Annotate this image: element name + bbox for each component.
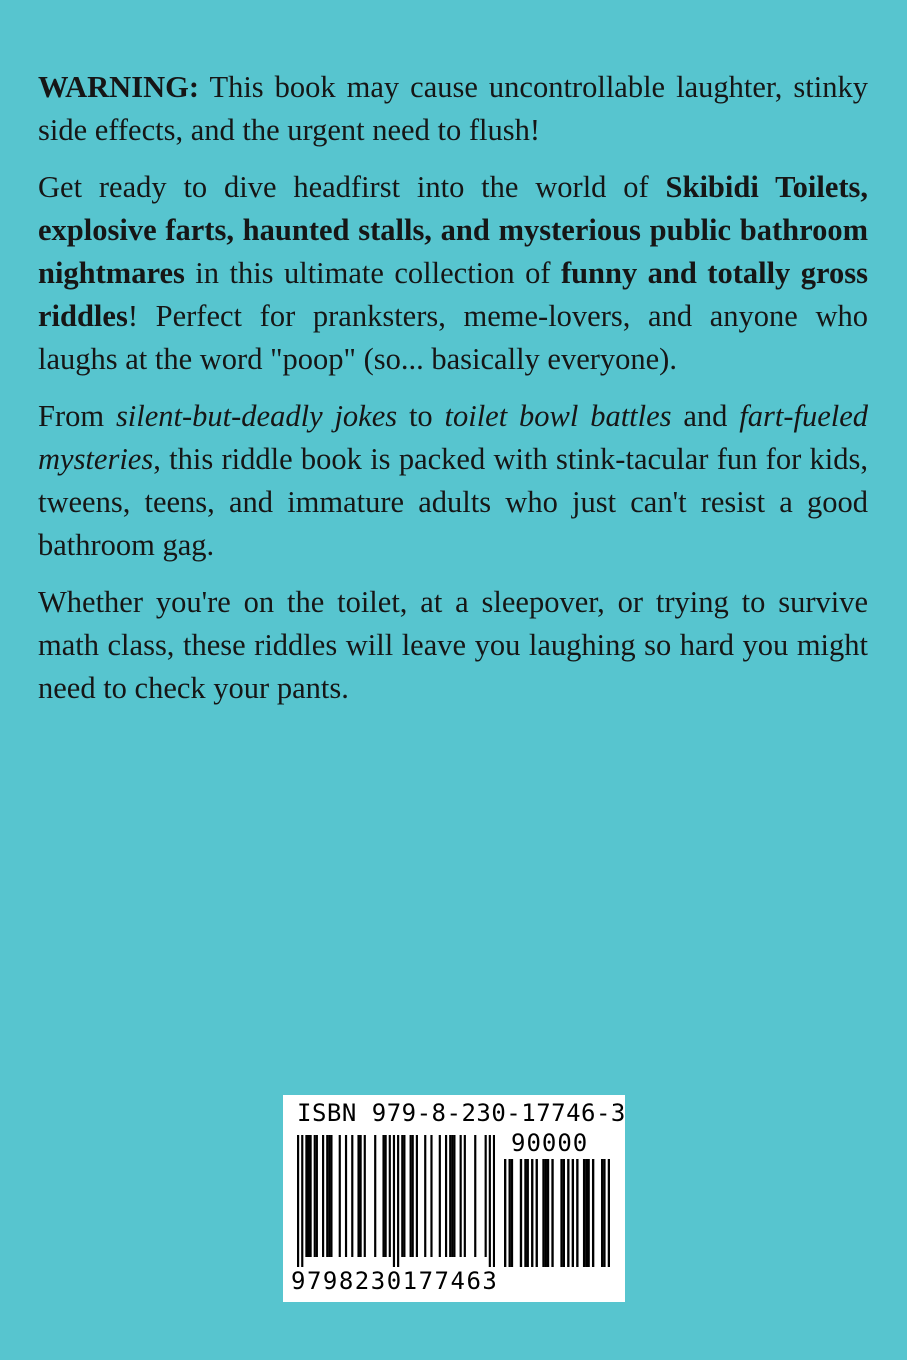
barcode-bar (326, 1135, 328, 1257)
addon-bar (527, 1159, 529, 1267)
addon-bar (585, 1159, 587, 1267)
addon-bar (560, 1159, 562, 1267)
intro-text-1: Get ready to dive headfirst into the world of (38, 170, 666, 204)
barcode-bar (389, 1135, 391, 1257)
barcode-bar (424, 1135, 426, 1257)
isbn-label: ISBN 979-8-230-17746-3 (297, 1099, 626, 1127)
addon-bar (542, 1159, 544, 1267)
intro-bold-2: funny and totally gross riddles (38, 256, 868, 333)
intro-text-3: ! Perfect for pranksters, meme-lovers, and anyone who laughs at the word "poop" (so... basically everyone). (38, 299, 868, 376)
ean-barcode-icon (297, 1135, 495, 1267)
barcode-bar (382, 1135, 384, 1257)
barcode-bar (307, 1135, 309, 1257)
contents-italic-3: fart-fueled mysteries (38, 399, 868, 476)
addon-bar (551, 1159, 553, 1267)
barcode-bar (330, 1135, 332, 1257)
barcode-bar (489, 1135, 491, 1267)
warning-paragraph (38, 66, 868, 152)
addon-bar (547, 1159, 549, 1267)
barcode-bar (401, 1135, 403, 1257)
barcode-bar (385, 1135, 387, 1257)
addon-bar (511, 1159, 513, 1267)
barcode-bar (357, 1135, 359, 1257)
warning-label: WARNING: (38, 70, 199, 104)
addon-bar (545, 1159, 547, 1267)
addon-bar (592, 1159, 594, 1267)
barcode-bar (453, 1135, 455, 1257)
intro-paragraph (38, 166, 868, 381)
barcode-bar (493, 1135, 495, 1267)
barcode-bar (449, 1135, 451, 1257)
addon-bar (563, 1159, 565, 1267)
barcode-bar (310, 1135, 312, 1257)
addon-bar (504, 1159, 506, 1267)
addon-bar (572, 1159, 574, 1267)
contents-text-4: , this riddle book is packed with stink-tacular fun for kids, tweens, teens, and immature adults who just can't resist a good bathroom gag. (38, 442, 868, 562)
barcode-bar (474, 1135, 476, 1257)
addon-bar (601, 1159, 603, 1267)
barcode-bar (464, 1135, 466, 1257)
barcode-bar (328, 1135, 330, 1257)
barcode-bar (305, 1135, 307, 1257)
closing-text: Whether you're on the toilet, at a sleepover, or trying to survive math class, these riddles will leave you laughing so hard you might need to check your pants. (38, 585, 868, 705)
intro-text-2: in this ultimate collection of (184, 256, 561, 290)
contents-text-2: to (397, 399, 445, 433)
addon-bar (509, 1159, 511, 1267)
addon-bar (603, 1159, 605, 1267)
barcode-bar (445, 1135, 447, 1257)
addon-bar (608, 1159, 610, 1267)
isbn-barcode (283, 1095, 625, 1302)
addon-bar (524, 1159, 526, 1267)
barcode-bar (301, 1135, 303, 1267)
addon-barcode-icon (504, 1159, 610, 1267)
barcode-bar (403, 1135, 405, 1257)
contents-italic-1: silent-but-deadly jokes (115, 399, 398, 433)
barcode-bar (451, 1135, 453, 1257)
barcode-bar (345, 1135, 347, 1257)
barcode-bar (410, 1135, 412, 1257)
barcode-bar (364, 1135, 366, 1257)
barcode-bar (393, 1135, 395, 1267)
barcode-bar (397, 1135, 399, 1267)
contents-text-3: and (671, 399, 740, 433)
addon-bar (587, 1159, 589, 1267)
barcode-bar (412, 1135, 414, 1257)
addon-bar (583, 1159, 585, 1267)
contents-text-1: From (38, 399, 116, 433)
contents-italic-2: toilet bowl battles (444, 399, 672, 433)
barcode-bar (416, 1135, 418, 1257)
addon-bar (520, 1159, 522, 1267)
warning-text: This book may cause uncontrollable laughter, stinky side effects, and the urgent need to flush! (38, 70, 868, 147)
addon-bar (576, 1159, 578, 1267)
barcode-bar (314, 1135, 316, 1257)
barcode-bar (351, 1135, 353, 1257)
intro-bold-1: Skibidi Toilets, explosive farts, haunted stalls, and mysterious public bathroom nightmares (38, 170, 869, 290)
back-cover-blurb (38, 66, 868, 724)
barcode-bar (374, 1135, 376, 1257)
closing-paragraph (38, 581, 868, 710)
barcode-bar (297, 1135, 299, 1267)
addon-bar (536, 1159, 538, 1267)
barcode-bar (316, 1135, 318, 1257)
barcode-bar (439, 1135, 441, 1257)
addon-bar (531, 1159, 533, 1267)
barcode-bar (430, 1135, 432, 1257)
barcode-bar (460, 1135, 462, 1257)
ean-digits-label: 9798230177463 (291, 1267, 499, 1295)
price-code-label: 90000 (511, 1129, 589, 1157)
contents-paragraph (38, 395, 868, 567)
barcode-bar (322, 1135, 324, 1257)
addon-bar (567, 1159, 569, 1267)
barcode-bar (339, 1135, 341, 1257)
barcode-bar (485, 1135, 487, 1257)
barcode-bar (360, 1135, 362, 1257)
